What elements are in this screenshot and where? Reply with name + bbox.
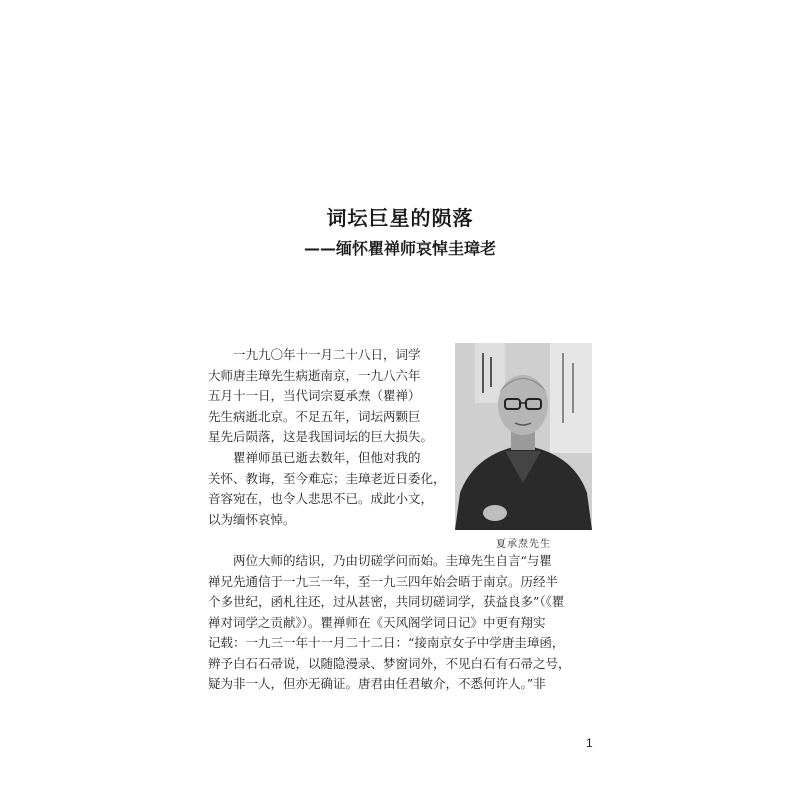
paragraph-1 — [208, 345, 448, 448]
text-line: 以为缅怀哀悼。 — [208, 511, 296, 527]
text-line: 星先后陨落，这是我国词坛的巨大损失。 — [208, 429, 434, 444]
text-line: 禅对词学之贡献》）。瞿禅师在《天风阁学词日记》中更有翔实 — [208, 614, 546, 630]
chapter-title: 词坛巨星的陨落 — [326, 206, 474, 230]
paragraph-2 — [208, 448, 448, 530]
portrait-photo — [455, 343, 592, 530]
page-number: 1 — [586, 736, 593, 750]
text-line: 疑为非一人，但亦无确证。唐君由任君敏介，不悉何许人。”非 — [208, 676, 546, 691]
photo-caption: 夏承焘先生 — [496, 539, 551, 550]
text-line: 音容宛在，也令人悲思不已。成此小文， — [208, 491, 434, 506]
text-line: 五月十一日，当代词宗夏承焘（瞿禅） — [208, 388, 421, 403]
paragraph-3 — [208, 551, 600, 695]
text-line: 大师唐圭璋先生病逝南京，一九八六年 — [208, 367, 421, 383]
text-line: 个多世纪，函札往还，过从甚密，共同切磋词学，获益良多”（《瞿 — [208, 594, 565, 609]
text-line: 一九九〇年十一月二十八日，词学 — [233, 347, 421, 362]
text-line: 关怀、教诲，至今难忘；圭璋老近日委化， — [208, 470, 446, 486]
text-line: 禅兄先通信于一九三一年，至一九三四年始会晤于南京。历经半 — [208, 573, 559, 589]
text-line: 先生病逝北京。不足五年，词坛两颗巨 — [208, 408, 421, 424]
text-line: 瞿禅师虽已逝去数年，但他对我的 — [233, 450, 421, 465]
text-line: 辨予白石石帚说，以随隐漫录、梦窗词外，不见白石有石帚之号， — [208, 655, 571, 671]
text-line: 记载：一九三一年十一月二十二日：“接南京女子中学唐圭璋函， — [208, 635, 565, 650]
chapter-subtitle: ——缅怀瞿禅师哀悼圭璋老 — [303, 239, 496, 258]
text-line: 两位大师的结识，乃由切磋学问而始。圭璋先生自言“与瞿 — [233, 553, 552, 568]
